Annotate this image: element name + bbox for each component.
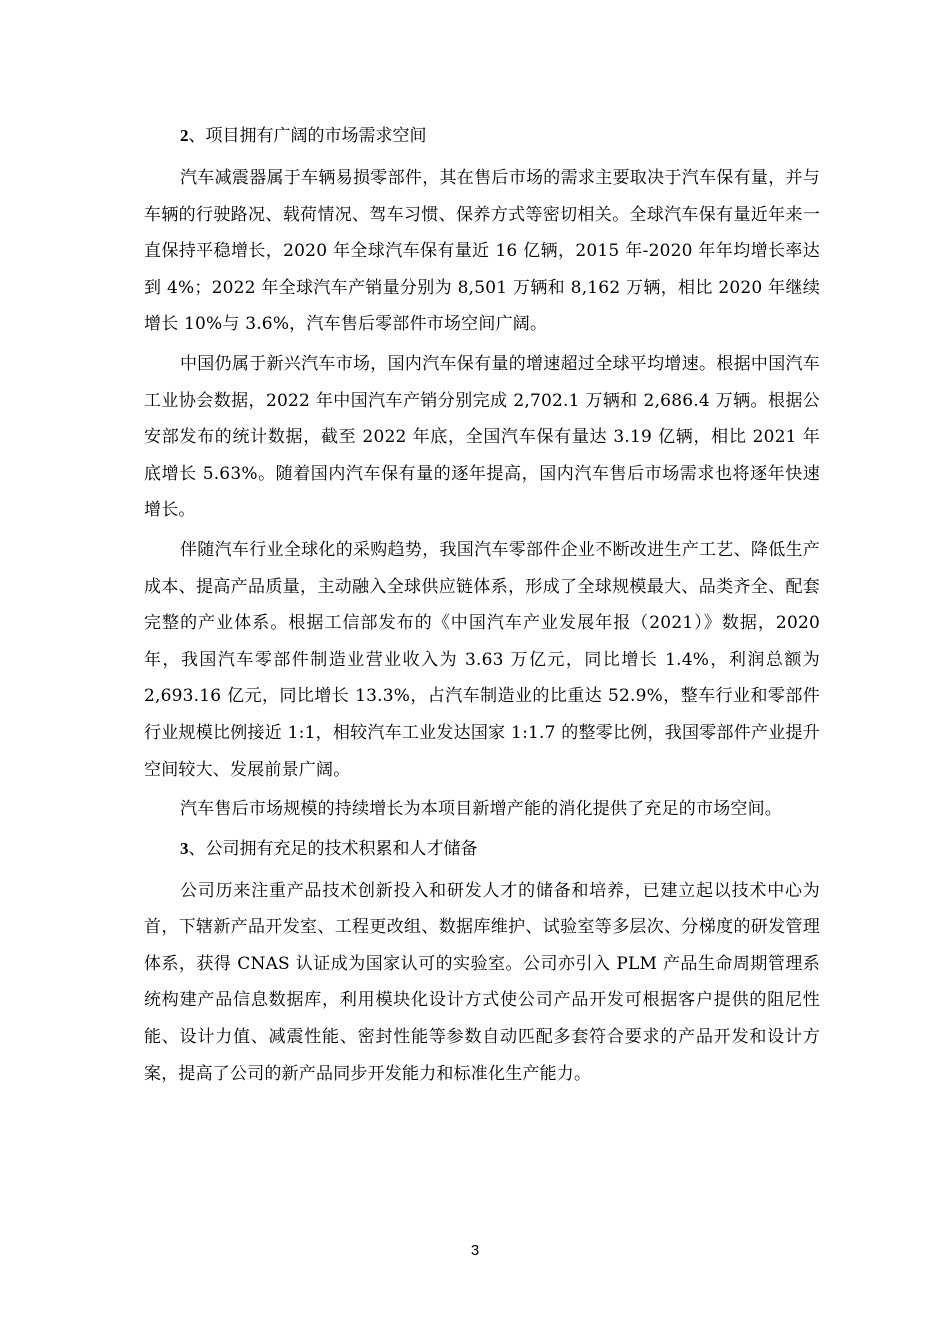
document-body — [144, 118, 820, 1095]
section-heading-3 — [144, 831, 820, 867]
paragraph: 汽车售后市场规模的持续增长为本项目新增产能的消化提供了充足的市场空间。 — [180, 799, 782, 820]
paragraph: 公司历来注重产品技术创新投入和研发人才的储备和培养，已建立起以技术中心为首，下辖新产品开发室、工程更改组、数据库维护、试验室等多层次、分梯度的研发管理体系，获得 CNAS 认证成为国家认可的实验室。公司亦引入 PLM 产品生命周期管理系统构建产品信息数据库，利用模块化设计方式使公司产品开发可根据客户提供的阻尼性能、设计力值、减震性能、密封性能等参数自动匹配多套符合要求的产品开发和设计方案，提高了公司的新产品同步开发能力和标准化生产能力。 — [144, 880, 820, 1084]
section-number: 2 — [180, 126, 189, 145]
page-number: 3 — [470, 1242, 480, 1259]
section-heading-2 — [144, 118, 820, 154]
section-number: 3 — [180, 838, 189, 858]
section-title: 、公司拥有充足的技术积累和人才储备 — [188, 838, 478, 859]
paragraph: 汽车减震器属于车辆易损零部件，其在售后市场的需求主要取决于汽车保有量，并与车辆的行驶路况、载荷情况、驾车习惯、保养方式等密切相关。全球汽车保有量近年来一直保持平稳增长，2020 年全球汽车保有量近 16 亿辆，2015 年-2020 年年均增长率达到 4%；2022 年全球汽车产销量分别为 8,501 万辆和 8,162 万辆，相比 2020 年继续增长 10%与 3.6%，汽车售后零部件市场空间广阔。 — [144, 168, 820, 335]
paragraph: 伴随汽车行业全球化的采购趋势，我国汽车零部件企业不断改进生产工艺、降低生产成本、提高产品质量，主动融入全球供应链体系，形成了全球规模最大、品类齐全、配套完整的产业体系。根据工信部发布的《中国汽车产业发展年报（2021）》数据，2020 年，我国汽车零部件制造业营业收入为 3.63 万亿元，同比增长 1.4%，利润总额为 2,693.16 亿元，同比增长 13.3%，占汽车制造业的比重达 52.9%，整车行业和零部件行业规模比例接近 1:1，相较汽车工业发达国家 1:1.7 的整零比例，我国零部件产业提升空间较大、发展前景广阔。 — [144, 539, 820, 780]
paragraph: 中国仍属于新兴汽车市场，国内汽车保有量的增速超过全球平均增速。根据中国汽车工业协会数据，2022 年中国汽车产销分别完成 2,702.1 万辆和 2,686.4 万辆。根据公安部发布的统计数据，截至 2022 年底，全国汽车保有量达 3.19 亿辆，相比 2021 年底增长 5.63%。随着国内汽车保有量的逐年提高，国内汽车售后市场需求也将逐年快速增长。 — [144, 353, 820, 521]
section-title: 、项目拥有广阔的市场需求空间 — [188, 126, 427, 146]
